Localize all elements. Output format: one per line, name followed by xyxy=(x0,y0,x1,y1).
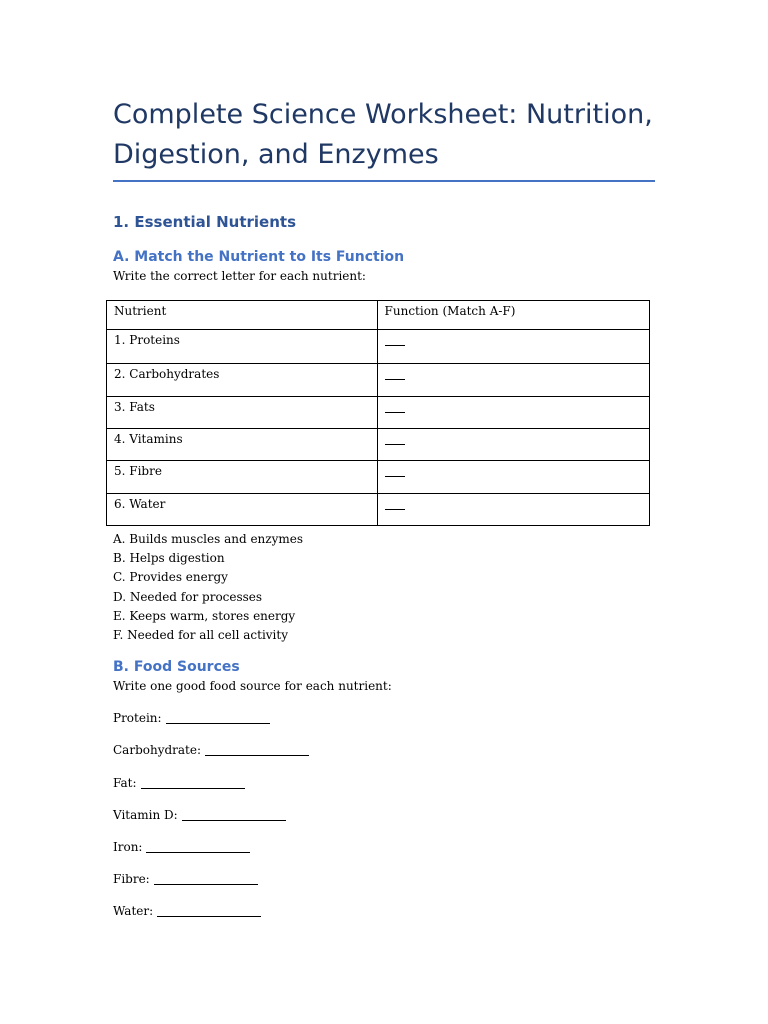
instruction-food-sources: Write one good food source for each nutrient: xyxy=(113,679,392,693)
answer-cell[interactable] xyxy=(377,330,649,364)
table-row xyxy=(107,364,650,397)
food-source-water xyxy=(113,904,261,918)
field-label: Fibre: xyxy=(113,872,150,886)
table-row xyxy=(107,461,650,494)
subheading-food-sources: B. Food Sources xyxy=(113,659,240,675)
field-label: Water: xyxy=(113,904,154,918)
food-source-fat xyxy=(113,776,245,790)
table-header-row xyxy=(107,301,650,330)
answer-cell[interactable] xyxy=(377,364,649,397)
food-source-iron xyxy=(113,840,250,854)
answer-cell[interactable] xyxy=(377,494,649,526)
function-options-list xyxy=(113,530,303,645)
answer-line[interactable] xyxy=(154,872,258,885)
answer-line[interactable] xyxy=(166,711,270,724)
nutrient-cell: 4. Vitamins xyxy=(107,429,378,461)
food-source-fibre xyxy=(113,872,258,886)
answer-line[interactable] xyxy=(205,743,309,756)
option-item: B. Helps digestion xyxy=(113,551,225,566)
section-heading-essential-nutrients: 1. Essential Nutrients xyxy=(113,213,297,231)
option-item: A. Builds muscles and enzymes xyxy=(113,532,304,546)
subheading-match-nutrient: A. Match the Nutrient to Its Function xyxy=(113,249,405,265)
nutrient-cell: 1. Proteins xyxy=(107,330,378,364)
answer-blank[interactable] xyxy=(385,400,405,413)
nutrient-cell: 5. Fibre xyxy=(107,461,378,494)
answer-blank[interactable] xyxy=(385,497,405,510)
table-header-function: Function (Match A-F) xyxy=(377,301,649,330)
option-item: F. Needed for all cell activity xyxy=(113,628,288,643)
option-item: E. Keeps warm, stores energy xyxy=(113,608,296,623)
answer-line[interactable] xyxy=(146,840,250,853)
food-source-vitamin-d xyxy=(113,808,286,822)
title-underline-rule xyxy=(113,180,655,182)
table-row xyxy=(107,494,650,526)
nutrient-cell: 3. Fats xyxy=(107,397,378,429)
answer-blank[interactable] xyxy=(385,464,405,477)
page-title: Complete Science Worksheet: Nutrition, Digestion, and Enzymes xyxy=(113,99,653,170)
answer-line[interactable] xyxy=(157,904,261,917)
nutrient-cell: 2. Carbohydrates xyxy=(107,364,378,397)
food-source-protein xyxy=(113,711,270,725)
field-label: Protein: xyxy=(113,711,162,725)
field-label: Iron: xyxy=(113,840,143,854)
instruction-match: Write the correct letter for each nutrient: xyxy=(113,269,366,283)
answer-cell[interactable] xyxy=(377,461,649,494)
food-source-carbohydrate xyxy=(113,743,309,757)
answer-line[interactable] xyxy=(182,808,286,821)
field-label: Fat: xyxy=(113,776,137,790)
answer-blank[interactable] xyxy=(385,432,405,445)
option-item: D. Needed for processes xyxy=(113,589,263,604)
table-row xyxy=(107,330,650,364)
answer-cell[interactable] xyxy=(377,397,649,429)
field-label: Carbohydrate: xyxy=(113,743,202,757)
table-header-nutrient: Nutrient xyxy=(107,301,378,330)
answer-line[interactable] xyxy=(141,776,245,789)
nutrient-cell: 6. Water xyxy=(107,494,378,526)
table-row xyxy=(107,397,650,429)
answer-blank[interactable] xyxy=(385,367,405,380)
answer-cell[interactable] xyxy=(377,429,649,461)
nutrient-function-table xyxy=(106,300,650,526)
option-item: C. Provides energy xyxy=(113,570,228,585)
field-label: Vitamin D: xyxy=(113,808,178,822)
table-row xyxy=(107,429,650,461)
answer-blank[interactable] xyxy=(385,333,405,346)
